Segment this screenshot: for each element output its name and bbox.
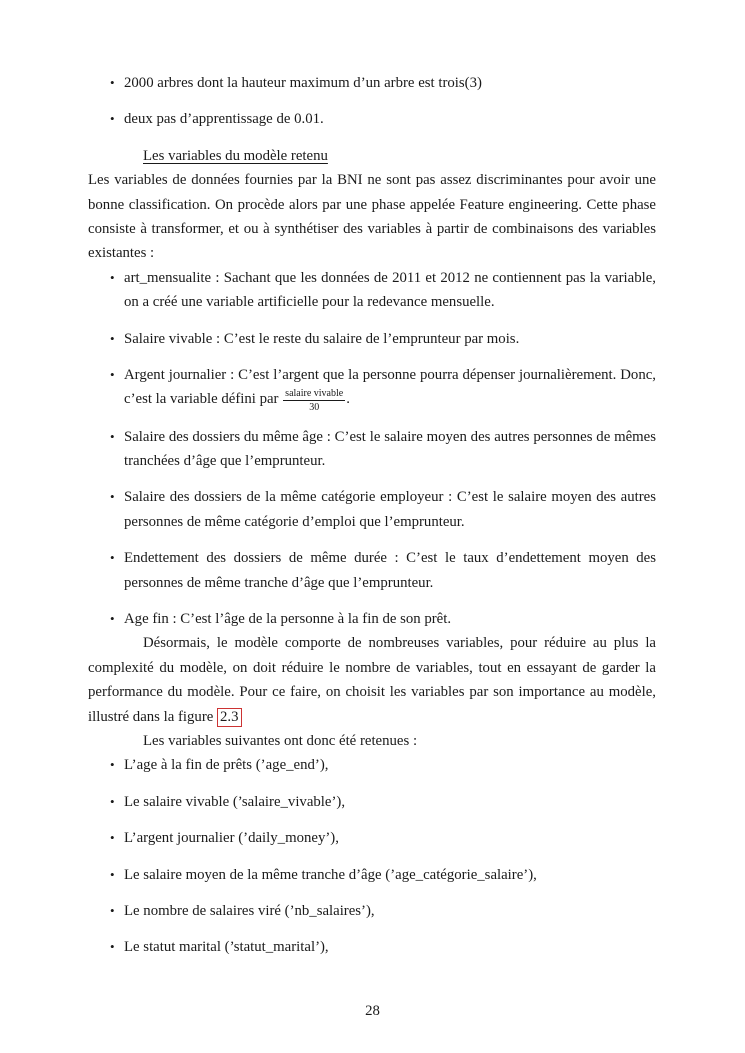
- list-item: [88, 327, 656, 351]
- page-content: [88, 71, 656, 960]
- paragraph-feature-engineering: Les variables de données fournies par la BNI ne sont pas assez discriminantes pour avoir une bonne classification. On procède alors par une phase appelée Feature engineering. Cette phase consiste à transformer, et ou à synthétiser des variables à partir de combinaisons des variables existantes :: [88, 172, 656, 262]
- list-item-text: Le statut marital (’statut_marital’),: [124, 939, 329, 956]
- bullet-icon: •: [110, 757, 115, 773]
- math-fraction: [283, 388, 345, 413]
- list-item-text: Age fin : C’est l’âge de la personne à la fin de son prêt.: [124, 611, 452, 628]
- fraction-denominator: 30: [309, 401, 320, 413]
- list-item-text: 2000 arbres dont la hauteur maximum d’un arbre est trois(3): [124, 75, 482, 91]
- list-item-text: L’argent journalier (’daily_money’),: [124, 830, 339, 847]
- section-heading: [88, 144, 656, 168]
- bullet-icon: •: [110, 111, 115, 127]
- list-item: [88, 485, 656, 534]
- fraction-numerator: salaire vivable: [285, 387, 344, 399]
- list-item-text: Salaire vivable : C’est le reste du salaire de l’emprunteur par mois.: [124, 330, 520, 347]
- list-item: [88, 899, 656, 923]
- training-params-list: [88, 71, 656, 132]
- list-item: [88, 790, 656, 814]
- list-item-text: .: [346, 391, 350, 408]
- bullet-icon: •: [110, 75, 115, 90]
- list-item-text: Le salaire moyen de la même tranche d’âge (’age_catégorie_salaire’),: [124, 866, 537, 883]
- list-item-text: art_mensualite : Sachant que les données de 2011 et 2012 ne contiennent pas la variable, on a créé une variable artificielle pour la redevance mensuelle.: [124, 269, 656, 311]
- list-item: [88, 71, 656, 95]
- bullet-icon: •: [110, 367, 115, 383]
- bullet-icon: •: [110, 903, 115, 919]
- paragraph-variable-selection: [88, 631, 656, 729]
- bullet-icon: •: [110, 330, 115, 346]
- retained-variables-list: [88, 753, 656, 959]
- bullet-icon: •: [110, 830, 115, 846]
- bullet-icon: •: [110, 489, 115, 505]
- page-number: 28: [365, 1003, 380, 1019]
- bullet-icon: •: [110, 428, 115, 444]
- list-item-with-formula: [88, 363, 656, 413]
- section-heading-text: Les variables du modèle retenu: [143, 147, 328, 164]
- retained-variables-intro: Les variables suivantes ont donc été retenues :: [143, 733, 418, 750]
- list-item: [88, 546, 656, 595]
- list-item-text: Le nombre de salaires viré (’nb_salaires’),: [124, 903, 375, 920]
- paragraph-text: Désormais, le modèle comporte de nombreuses variables, pour réduire au plus la complexité du modèle, on doit réduire le nombre de variables, tout en essayant de garder la performance du modèle. Pour ce faire, on choisit les variables par son importance au modèle, illustré dans la figure: [88, 635, 656, 725]
- list-item-text: Salaire des dossiers du même âge : C’est le salaire moyen des autres personnes de mêmes tranchées d’âge que l’emprunteur.: [124, 428, 656, 469]
- bullet-icon: •: [110, 866, 115, 882]
- list-item: [88, 107, 656, 131]
- engineered-variables-list: [88, 266, 656, 632]
- list-item-text: Endettement des dossiers de même durée : C’est le taux d’endettement moyen des personnes de même tranche d’âge que l’emprunteur.: [124, 550, 656, 591]
- bullet-icon: •: [110, 611, 115, 627]
- list-item-text: Argent journalier : C’est l’argent que la personne pourra dépenser journalièrement. Donc, c’est la variable défini par: [124, 367, 656, 408]
- bullet-icon: •: [110, 793, 115, 809]
- list-item: [88, 425, 656, 474]
- list-item: [88, 935, 656, 959]
- list-item-text: Salaire des dossiers de la même catégorie employeur : C’est le salaire moyen des autres personnes de même catégorie d’emploi que l’emprunteur.: [124, 489, 656, 530]
- list-item: [88, 826, 656, 850]
- bullet-icon: •: [110, 550, 115, 566]
- list-item-text: L’age à la fin de prêts (’age_end’),: [124, 757, 329, 774]
- figure-ref-link[interactable]: 2.3: [217, 708, 242, 727]
- list-item: [88, 266, 656, 315]
- bullet-icon: •: [110, 939, 115, 955]
- list-item-text: Le salaire vivable (’salaire_vivable’),: [124, 793, 346, 810]
- list-item: [88, 607, 656, 631]
- bullet-icon: •: [110, 269, 115, 285]
- list-item: [88, 753, 656, 777]
- list-item: [88, 863, 656, 887]
- list-item-text: deux pas d’apprentissage de 0.01.: [124, 111, 324, 128]
